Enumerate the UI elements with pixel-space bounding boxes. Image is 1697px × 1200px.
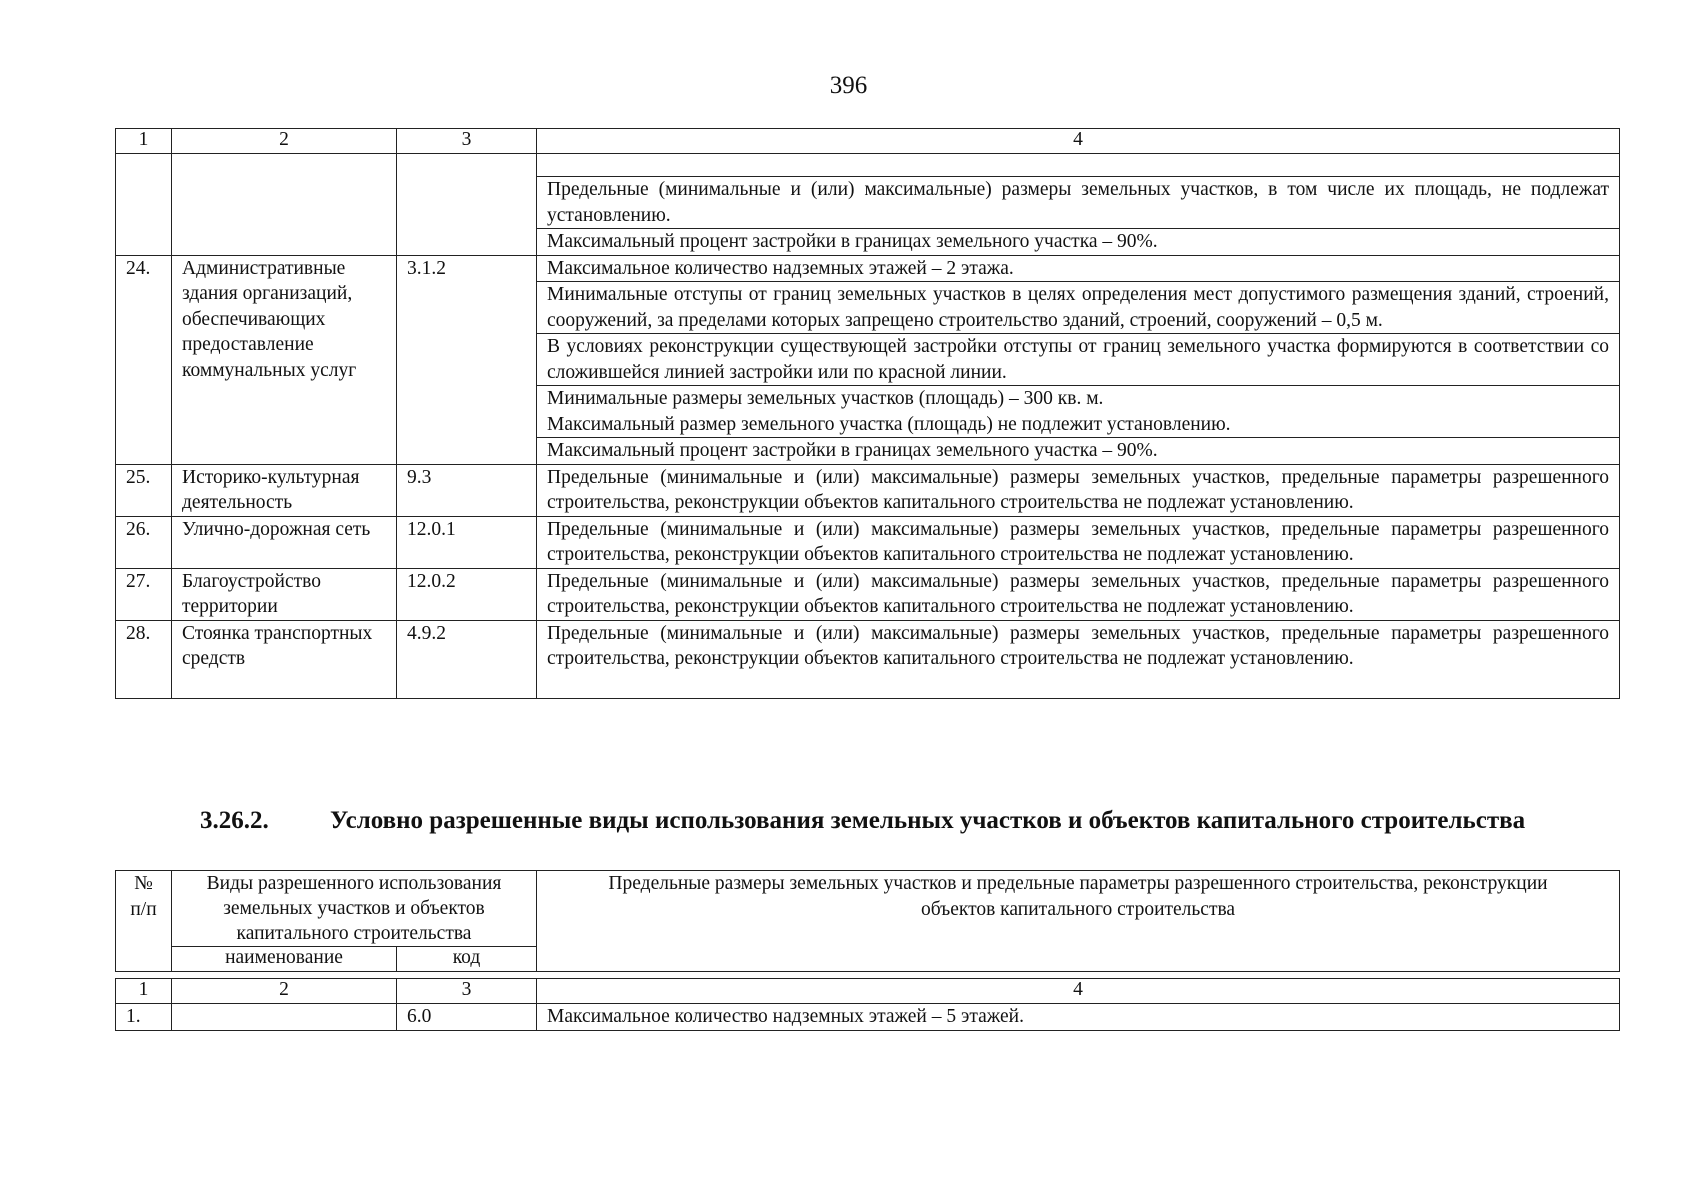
limits-cell: Максимальное количество надземных этажей – 2 этажа. (537, 255, 1620, 282)
header-cell: 2 (172, 979, 397, 1004)
header-cell: 1 (116, 129, 172, 154)
num-cell: 24. (116, 255, 172, 464)
table-row (116, 1004, 1620, 1031)
limits-cell: Предельные (минимальные и (или) максимальные) размеры земельных участков, предельные параметры разрешенного строительства, реконструкции объектов капитального строительства не подлежат установлению. (537, 464, 1620, 516)
num-cell: 27. (116, 568, 172, 620)
conditional-uses-header-table (115, 870, 1620, 972)
permitted-uses-table (115, 128, 1620, 699)
num-cell: 28. (116, 620, 172, 698)
name-cell: Административные здания организаций, обеспечивающих предоставление коммунальных услуг (172, 255, 397, 464)
limits-cell: Минимальные отступы от границ земельных участков в целях определения мест допустимого размещения зданий, строений, сооружений, за пределами которых запрещено строительство зданий, строений, сооружений – 0,5 м. (537, 282, 1620, 334)
conditional-uses-table (115, 978, 1620, 1031)
limits-cell (537, 154, 1620, 177)
header-cell: 4 (537, 979, 1620, 1004)
code-cell: 12.0.1 (397, 516, 537, 568)
limits-cell: Предельные (минимальные и (или) максимальные) размеры земельных участков, предельные параметры разрешенного строительства, реконструкции объектов капитального строительства не подлежат установлению. (537, 568, 1620, 620)
table-header-row (116, 871, 1620, 947)
num-cell (116, 154, 172, 256)
name-cell: Стоянка транспортных средств (172, 620, 397, 698)
code-cell: 9.3 (397, 464, 537, 516)
limits-line: Минимальные размеры земельных участков (площадь) – 300 кв. м. (547, 388, 1104, 409)
limits-cell: В условиях реконструкции существующей застройки отступы от границ земельного участка формируются в соответствии со сложившейся линией застройки или по красной линии. (537, 334, 1620, 386)
limits-cell: Предельные (минимальные и (или) максимальные) размеры земельных участков, предельные параметры разрешенного строительства, реконструкции объектов капитального строительства не подлежат установлению. (537, 620, 1620, 698)
table-header-row (116, 979, 1620, 1004)
code-cell: 6.0 (397, 1004, 537, 1031)
code-cell: 4.9.2 (397, 620, 537, 698)
section-number: 3.26.2. (200, 807, 269, 834)
limits-cell: Максимальный процент застройки в границах земельного участка – 90%. (537, 229, 1620, 256)
code-cell (397, 154, 537, 256)
table-row (116, 516, 1620, 568)
table-row (116, 464, 1620, 516)
section-title: Условно разрешенные виды использования земельных участков и объектов капитального строительства (330, 807, 1526, 834)
table-header-row (116, 129, 1620, 154)
table-row (116, 568, 1620, 620)
header-code-cell: код (397, 947, 537, 972)
limits-line: Максимальный размер земельного участка (площадь) не подлежит установлению. (547, 413, 1231, 435)
header-name-cell: наименование (172, 947, 397, 972)
name-cell (172, 1004, 397, 1031)
num-cell: 1. (116, 1004, 172, 1031)
header-cell: 4 (537, 129, 1620, 154)
name-cell: Историко-культурная деятельность (172, 464, 397, 516)
name-cell: Благоустройство территории (172, 568, 397, 620)
code-cell: 12.0.2 (397, 568, 537, 620)
header-cell: 3 (397, 979, 537, 1004)
limits-cell (537, 386, 1620, 438)
limits-cell: Предельные (минимальные и (или) максимальные) размеры земельных участков, в том числе их площадь, не подлежат установлению. (537, 177, 1620, 229)
table-row (116, 620, 1620, 698)
limits-cell: Максимальный процент застройки в границах земельного участка – 90%. (537, 438, 1620, 465)
header-cell: 3 (397, 129, 537, 154)
header-num-cell: № п/п (116, 871, 172, 972)
limits-cell: Предельные (минимальные и (или) максимальные) размеры земельных участков, предельные параметры разрешенного строительства, реконструкции объектов капитального строительства не подлежат установлению. (537, 516, 1620, 568)
header-cell: 2 (172, 129, 397, 154)
code-cell: 3.1.2 (397, 255, 537, 464)
num-cell: 26. (116, 516, 172, 568)
limits-cell: Максимальное количество надземных этажей – 5 этажей. (537, 1004, 1620, 1031)
num-cell: 25. (116, 464, 172, 516)
page-number: 396 (829, 72, 868, 99)
table-row (116, 154, 1620, 177)
header-limits-cell: Предельные размеры земельных участков и предельные параметры разрешенного строительства, реконструкции объектов капитального строительства (537, 871, 1620, 972)
header-kinds-cell: Виды разрешенного использования земельных участков и объектов капитального строительства (172, 871, 537, 947)
header-cell: 1 (116, 979, 172, 1004)
section-heading (200, 806, 1619, 836)
name-cell: Улично-дорожная сеть (172, 516, 397, 568)
name-cell (172, 154, 397, 256)
table-row (116, 255, 1620, 282)
